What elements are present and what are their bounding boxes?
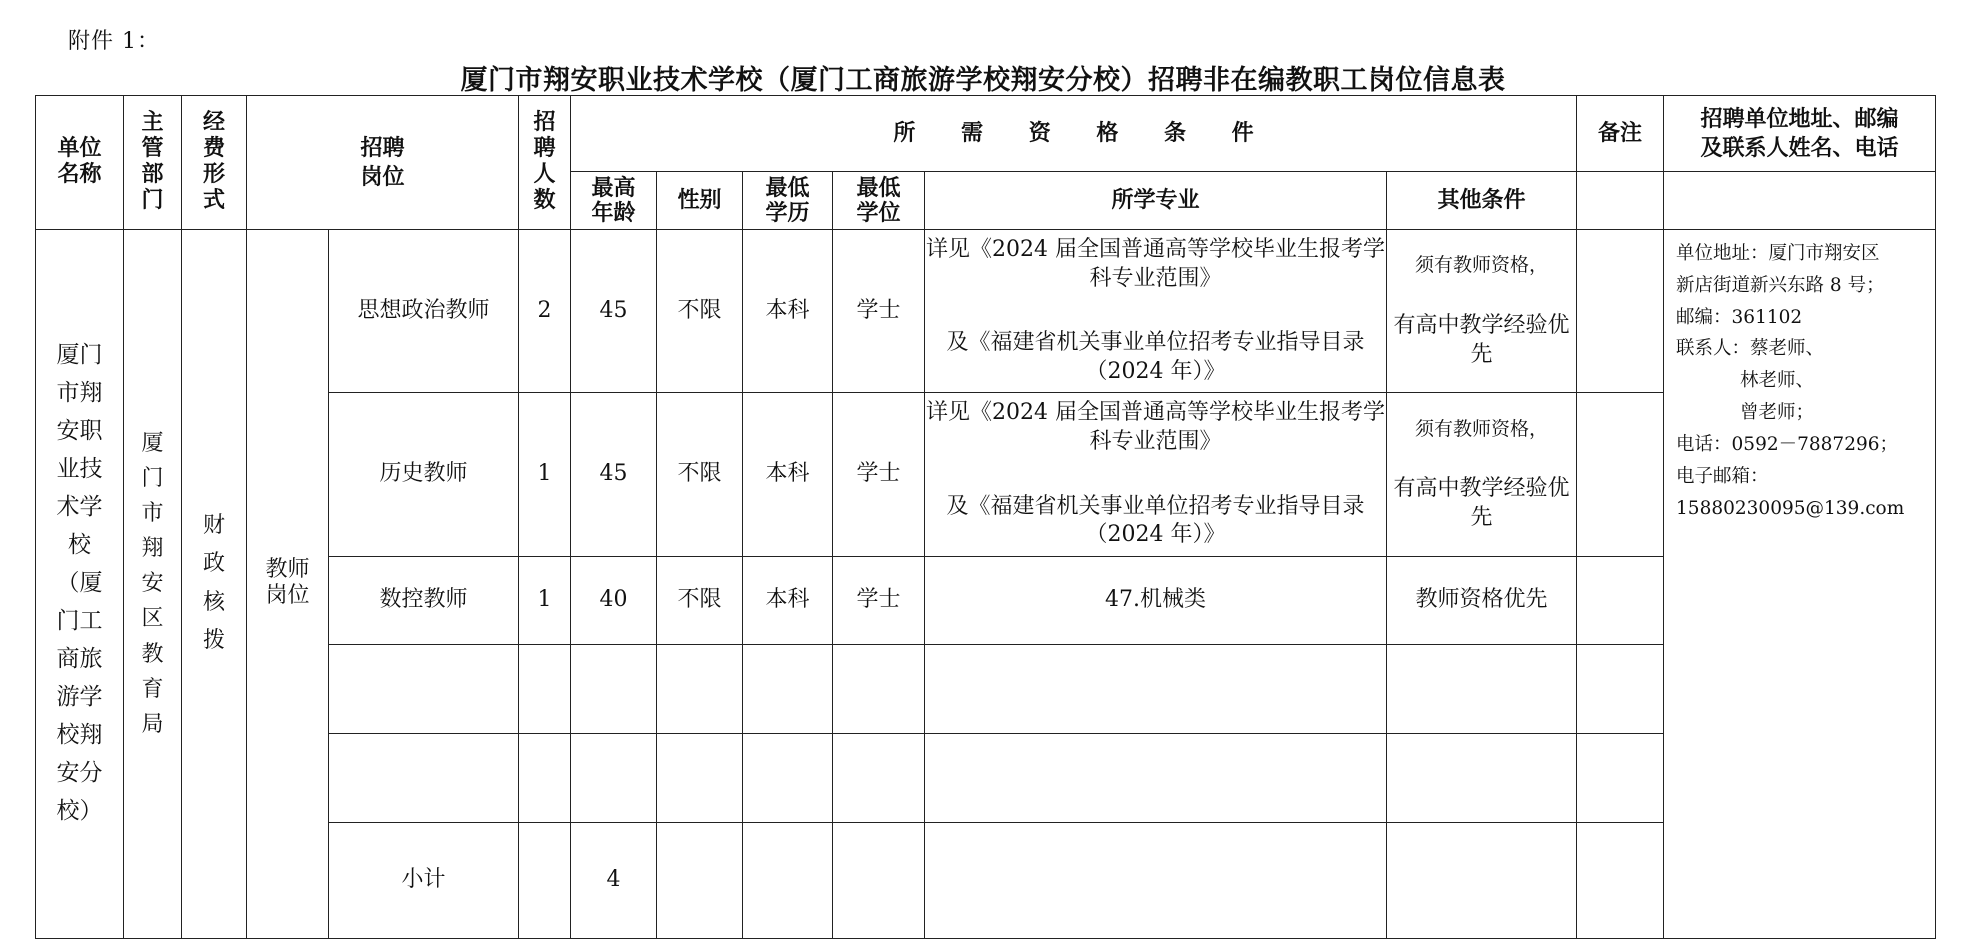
max-age-cell: 45 — [571, 230, 657, 393]
count-cell: 2 — [519, 230, 571, 393]
degree-cell: 学士 — [833, 556, 925, 644]
header-contact-blank — [1664, 172, 1936, 230]
header-position: 招聘 岗位 — [247, 96, 519, 230]
table-row — [36, 230, 1936, 393]
position-cell: 历史教师 — [329, 393, 519, 556]
degree-cell: 学士 — [833, 230, 925, 393]
major-cell: 47.机械类 — [925, 556, 1387, 644]
header-remarks: 备注 — [1577, 96, 1664, 172]
contact-phone: 电话：0592－7887296； — [1676, 433, 1899, 455]
contact-cell — [1664, 230, 1936, 939]
remarks-cell — [1577, 393, 1664, 556]
position-cell: 数控教师 — [329, 556, 519, 644]
contact-email: 15880230095@139.com — [1676, 497, 1905, 519]
contact-address-1: 单位地址：厦门市翔安区 — [1676, 243, 1880, 264]
subtotal-count: 4 — [571, 822, 657, 938]
contact-person-1: 联系人：蔡老师、 — [1676, 338, 1825, 360]
header-remarks-blank — [1577, 172, 1664, 230]
header-min-education: 最低 学历 — [743, 172, 833, 230]
header-gender: 性别 — [657, 172, 743, 230]
page-title: 厦门市翔安职业技术学校（厦门工商旅游学校翔安分校）招聘非在编教职工岗位信息表 — [460, 65, 1506, 96]
header-contact: 招聘单位地址、邮编 及联系人姓名、电话 — [1664, 96, 1936, 172]
max-age-cell: 40 — [571, 556, 657, 644]
major-cell: 详见《2024 届全国普通高等学校毕业生报考学科专业范围》 及《福建省机关事业单位招考专业指导目录（2024 年）》 — [925, 230, 1387, 393]
gender-cell: 不限 — [657, 393, 743, 556]
contact-email-label: 电子邮箱： — [1676, 465, 1769, 487]
header-count: 招聘人数 — [519, 96, 571, 230]
subtotal-label: 小计 — [329, 822, 519, 938]
header-qualifications: 所 需 资 格 条 件 — [571, 96, 1577, 172]
category-cell: 教师岗位 — [247, 230, 329, 939]
education-cell: 本科 — [743, 230, 833, 393]
degree-cell: 学士 — [833, 393, 925, 556]
contact-person-2: 林老师、 — [1740, 370, 1815, 392]
count-cell: 1 — [519, 556, 571, 644]
header-min-degree: 最低 学位 — [833, 172, 925, 230]
remarks-cell — [1577, 556, 1664, 644]
remarks-cell — [1577, 230, 1664, 393]
unit-name-cell: 厦门市翔安职业技术学校（厦门工商旅游学校翔安分校） — [36, 230, 124, 939]
max-age-cell: 45 — [571, 393, 657, 556]
header-major: 所学专业 — [925, 172, 1387, 230]
major-cell: 详见《2024 届全国普通高等学校毕业生报考学科专业范围》 及《福建省机关事业单位招考专业指导目录（2024 年）》 — [925, 393, 1387, 556]
count-cell: 1 — [519, 393, 571, 556]
contact-postcode: 邮编：361102 — [1676, 306, 1803, 328]
contact-address-2: 新店街道新兴东路 8 号； — [1676, 274, 1885, 296]
other-cell: 须有教师资格， 有高中教学经验优先 — [1387, 230, 1577, 393]
header-other: 其他条件 — [1387, 172, 1577, 230]
gender-cell: 不限 — [657, 230, 743, 393]
education-cell: 本科 — [743, 393, 833, 556]
gender-cell: 不限 — [657, 556, 743, 644]
contact-person-3: 曾老师； — [1740, 402, 1815, 424]
other-cell: 须有教师资格， 有高中教学经验优先 — [1387, 393, 1577, 556]
department-cell: 厦门市翔安区教育局 — [124, 230, 182, 939]
funding-cell: 财政核拨 — [182, 230, 247, 939]
header-department: 主管部门 — [124, 96, 182, 230]
education-cell: 本科 — [743, 556, 833, 644]
recruitment-table — [35, 95, 1936, 939]
header-unit-name: 单位名称 — [36, 96, 124, 230]
header-max-age: 最高 年龄 — [571, 172, 657, 230]
attachment-label: 附件 1： — [68, 29, 160, 54]
position-cell: 思想政治教师 — [329, 230, 519, 393]
other-cell: 教师资格优先 — [1387, 556, 1577, 644]
header-funding: 经费形式 — [182, 96, 247, 230]
